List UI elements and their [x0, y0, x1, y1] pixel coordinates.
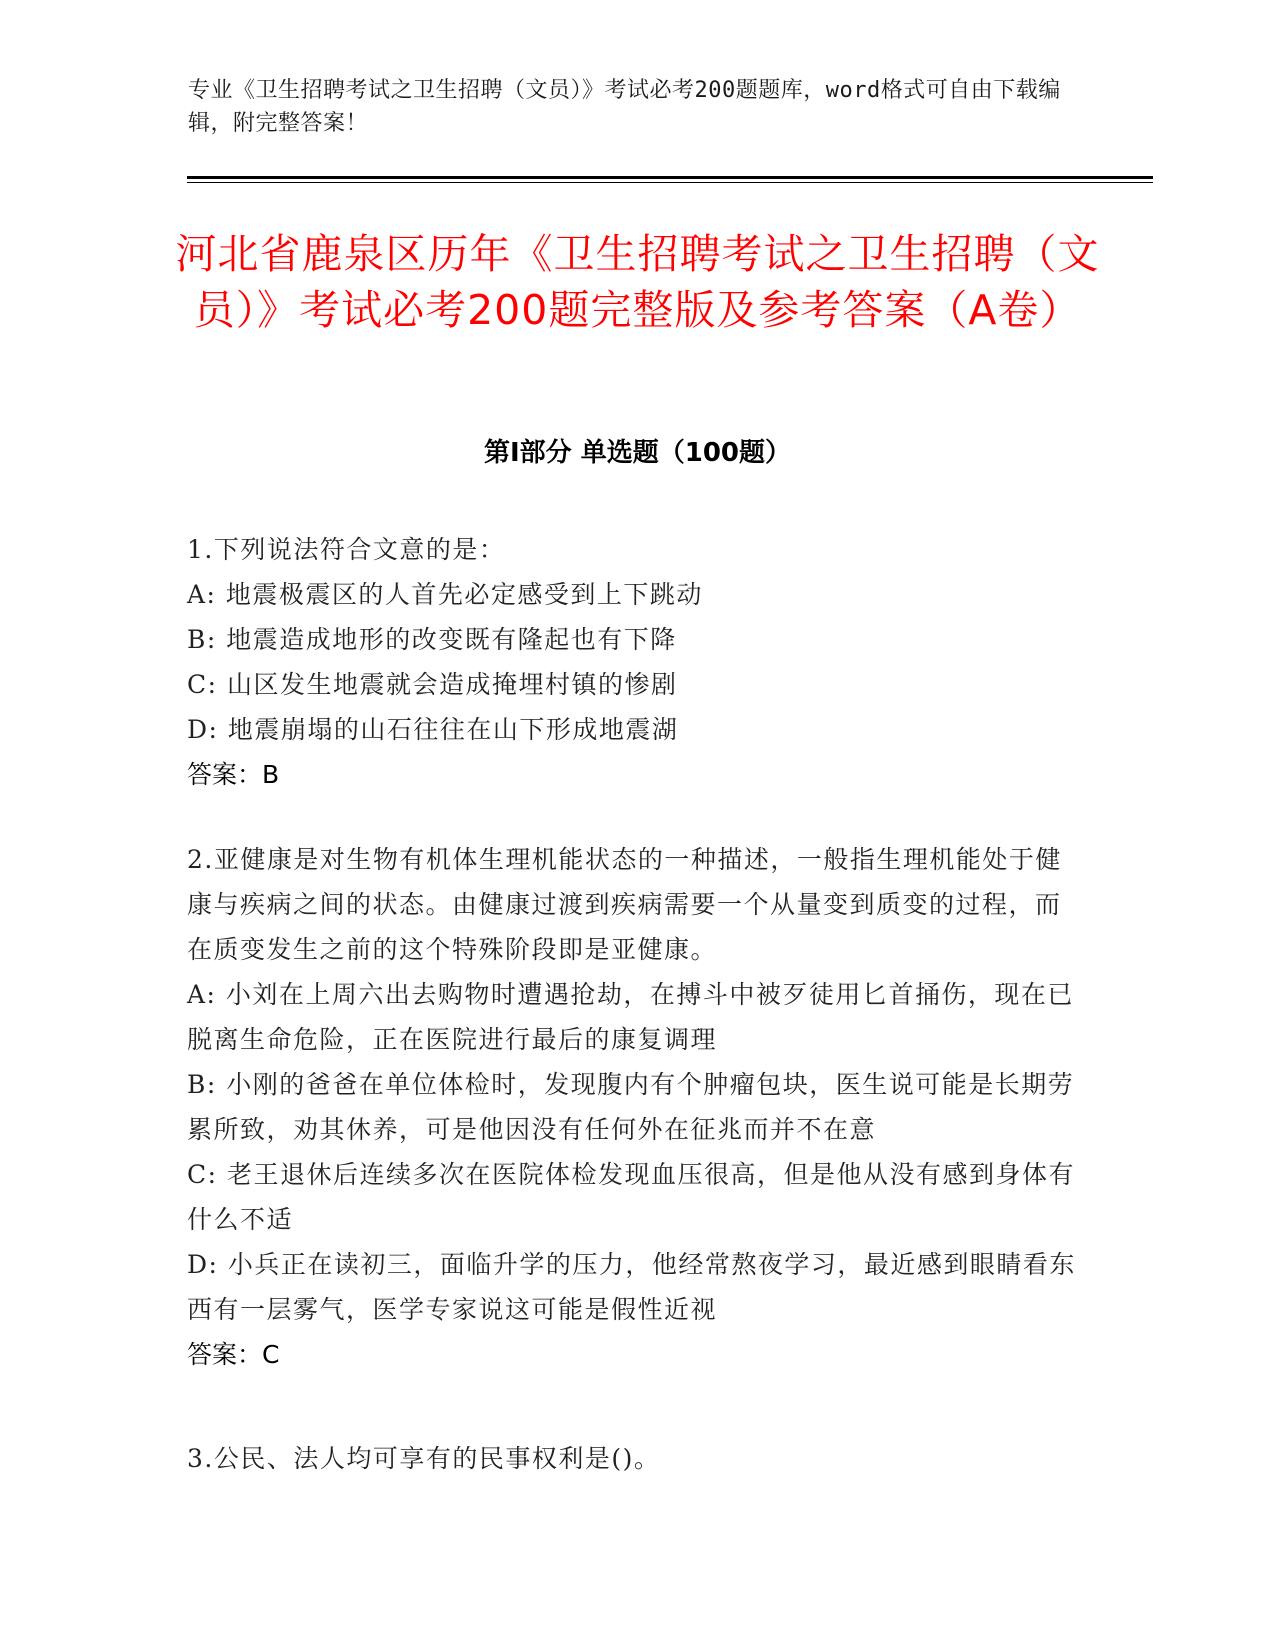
document-title: 河北省鹿泉区历年《卫生招聘考试之卫生招聘（文员）》考试必考200题完整版及参考答案（A卷）	[175, 230, 1100, 334]
option-b: B: 小刚的爸爸在单位体检时，发现腹内有个肿瘤包块，医生说可能是长期劳累所致，劝其休养，可是他因没有任何外在征兆而并不在意	[187, 1070, 1075, 1144]
answer-line: 答案：B	[187, 760, 280, 789]
option-d: D: 小兵正在读初三，面临升学的压力，他经常熬夜学习，最近感到眼睛看东西有一层雾气，医学专家说这可能是假性近视	[187, 1250, 1076, 1324]
option-a: A: 小刘在上周六出去购物时遭遇抢劫，在搏斗中被歹徒用匕首捅伤，现在已脱离生命危险，正在医院进行最后的康复调理	[187, 980, 1074, 1054]
option-a: A: 地震极震区的人首先必定感受到上下跳动	[187, 580, 703, 609]
question-stem: 2.亚健康是对生物有机体生理机能状态的一种描述，一般指生理机能处于健康与疾病之间的状态。由健康过渡到疾病需要一个从量变到质变的过程，而在质变发生之前的这个特殊阶段即是亚健康。	[187, 845, 1062, 964]
answer-line: 答案：C	[187, 1340, 280, 1369]
question-stem: 3.公民、法人均可享有的民事权利是()。	[187, 1444, 661, 1473]
header-rule-thin	[187, 182, 1153, 183]
question-stem: 1.下列说法符合文意的是：	[187, 535, 506, 564]
question-2	[187, 837, 1077, 1377]
question-1	[187, 527, 1077, 797]
option-b: B: 地震造成地形的改变既有隆起也有下降	[187, 625, 677, 654]
question-3	[187, 1436, 1077, 1481]
header-rule-thick	[187, 176, 1153, 179]
option-c: C: 老王退休后连续多次在医院体检发现血压很高，但是他从没有感到身体有什么不适	[187, 1160, 1076, 1234]
intro-note: 专业《卫生招聘考试之卫生招聘（文员）》考试必考200题题库，word格式可自由下载编辑，附完整答案！	[188, 78, 1061, 136]
option-c: C: 山区发生地震就会造成掩埋村镇的惨剧	[187, 670, 678, 699]
option-d: D: 地震崩塌的山石往往在山下形成地震湖	[187, 715, 679, 744]
section-heading: 第Ⅰ部分 单选题（100题）	[484, 438, 791, 468]
